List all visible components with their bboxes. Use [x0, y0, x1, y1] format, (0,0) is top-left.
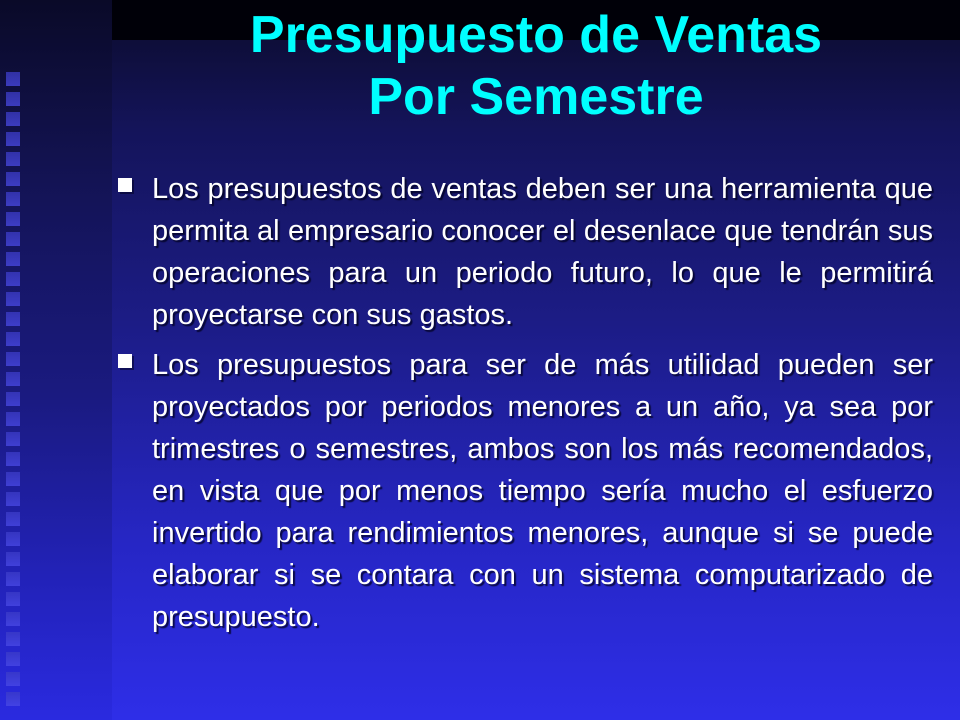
- decorative-square: [6, 672, 20, 686]
- decorative-square: [6, 332, 20, 346]
- decorative-square: [6, 412, 20, 426]
- decorative-square: [6, 352, 20, 366]
- decorative-square: [6, 132, 20, 146]
- decorative-square: [6, 172, 20, 186]
- slide-title: [112, 0, 960, 128]
- decorative-square: [6, 512, 20, 526]
- slide-title-line-2: Por Semestre: [368, 68, 704, 126]
- slide-title-line-1: Presupuesto de Ventas: [249, 6, 823, 64]
- decorative-square: [6, 272, 20, 286]
- bullet-item-2: [118, 344, 933, 638]
- decorative-square: [6, 212, 20, 226]
- decorative-square: [6, 252, 20, 266]
- bullet-text-2: Los presupuestos para ser de más utilidad pueden ser proyectados por periodos menores a un año, ya sea por trimestres o semestres, ambos son los más recomendados, en vista que por menos tiempo sería mucho el esfuerzo invertido para rendimientos menores, aunque si se puede elaborar si se contara con un sistema computarizado de presupuesto.: [152, 349, 933, 633]
- decorative-square: [6, 192, 20, 206]
- decorative-square: [6, 652, 20, 666]
- decorative-square: [6, 152, 20, 166]
- left-decorative-strip: [0, 0, 112, 720]
- square-bullet-icon: [118, 354, 132, 368]
- decorative-square: [6, 692, 20, 706]
- decorative-square: [6, 112, 20, 126]
- decorative-square: [6, 72, 20, 86]
- decorative-squares: [6, 72, 26, 712]
- bullet-item-1: [118, 168, 933, 336]
- decorative-square: [6, 452, 20, 466]
- square-bullet-icon: [118, 178, 132, 192]
- decorative-square: [6, 232, 20, 246]
- decorative-square: [6, 592, 20, 606]
- decorative-square: [6, 492, 20, 506]
- decorative-square: [6, 572, 20, 586]
- decorative-square: [6, 612, 20, 626]
- decorative-square: [6, 372, 20, 386]
- decorative-square: [6, 432, 20, 446]
- decorative-square: [6, 632, 20, 646]
- decorative-square: [6, 92, 20, 106]
- bullet-list: [118, 168, 933, 646]
- decorative-square: [6, 392, 20, 406]
- decorative-square: [6, 292, 20, 306]
- bullet-text-1: Los presupuestos de ventas deben ser una herramienta que permita al empresario conocer el desenlace que tendrán sus operaciones para un periodo futuro, lo que le permitirá proyectarse con sus gastos.: [152, 173, 933, 331]
- decorative-square: [6, 312, 20, 326]
- decorative-square: [6, 552, 20, 566]
- decorative-square: [6, 532, 20, 546]
- decorative-square: [6, 472, 20, 486]
